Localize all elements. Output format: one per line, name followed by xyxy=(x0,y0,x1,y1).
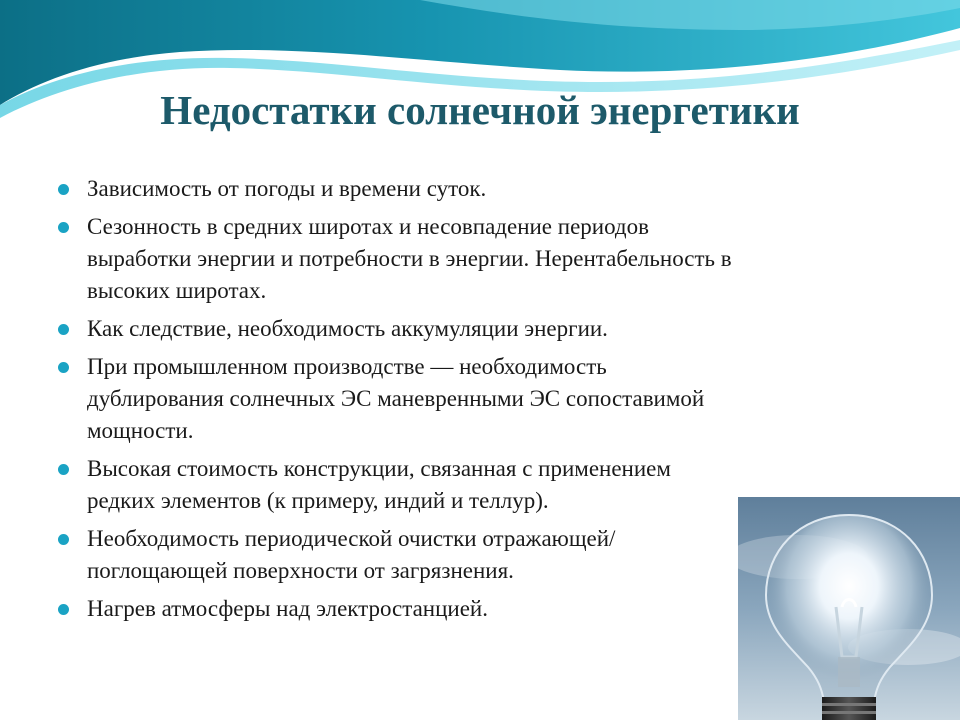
bullet-text: Сезонность в средних широтах и несовпадение периодов выработки энергии и потребности в энергии. Нерентабельность в высоких широтах. xyxy=(87,214,732,303)
bullet-item xyxy=(58,351,738,447)
bullet-item xyxy=(58,523,738,587)
bullet-text: Зависимость от погоды и времени суток. xyxy=(87,176,487,201)
bullet-dot-icon xyxy=(58,604,69,615)
bullet-dot-icon xyxy=(58,362,69,373)
bullet-text: Как следствие, необходимость аккумуляции энергии. xyxy=(87,316,608,341)
bullet-item xyxy=(58,173,738,205)
bullet-item xyxy=(58,453,738,517)
bullet-dot-icon xyxy=(58,324,69,335)
bullet-dot-icon xyxy=(58,534,69,545)
bullet-list xyxy=(58,173,738,631)
bullet-dot-icon xyxy=(58,464,69,475)
light-bulb-photo xyxy=(738,497,960,720)
slide-title: Недостатки солнечной энергетики xyxy=(160,87,800,133)
bullet-text: При промышленном производстве — необходимость дублирования солнечных ЭС маневренными ЭС сопоставимой мощности. xyxy=(87,354,705,443)
bullet-item xyxy=(58,211,738,307)
bullet-text: Нагрев атмосферы над электростанцией. xyxy=(87,596,488,621)
bullet-item xyxy=(58,593,738,625)
bullet-text: Необходимость периодической очистки отражающей/поглощающей поверхности от загрязнения. xyxy=(87,526,616,583)
bullet-item xyxy=(58,313,738,345)
bullet-dot-icon xyxy=(58,184,69,195)
bullet-text: Высокая стоимость конструкции, связанная с применением редких элементов (к примеру, индий и теллур). xyxy=(87,456,671,513)
bullet-dot-icon xyxy=(58,222,69,233)
